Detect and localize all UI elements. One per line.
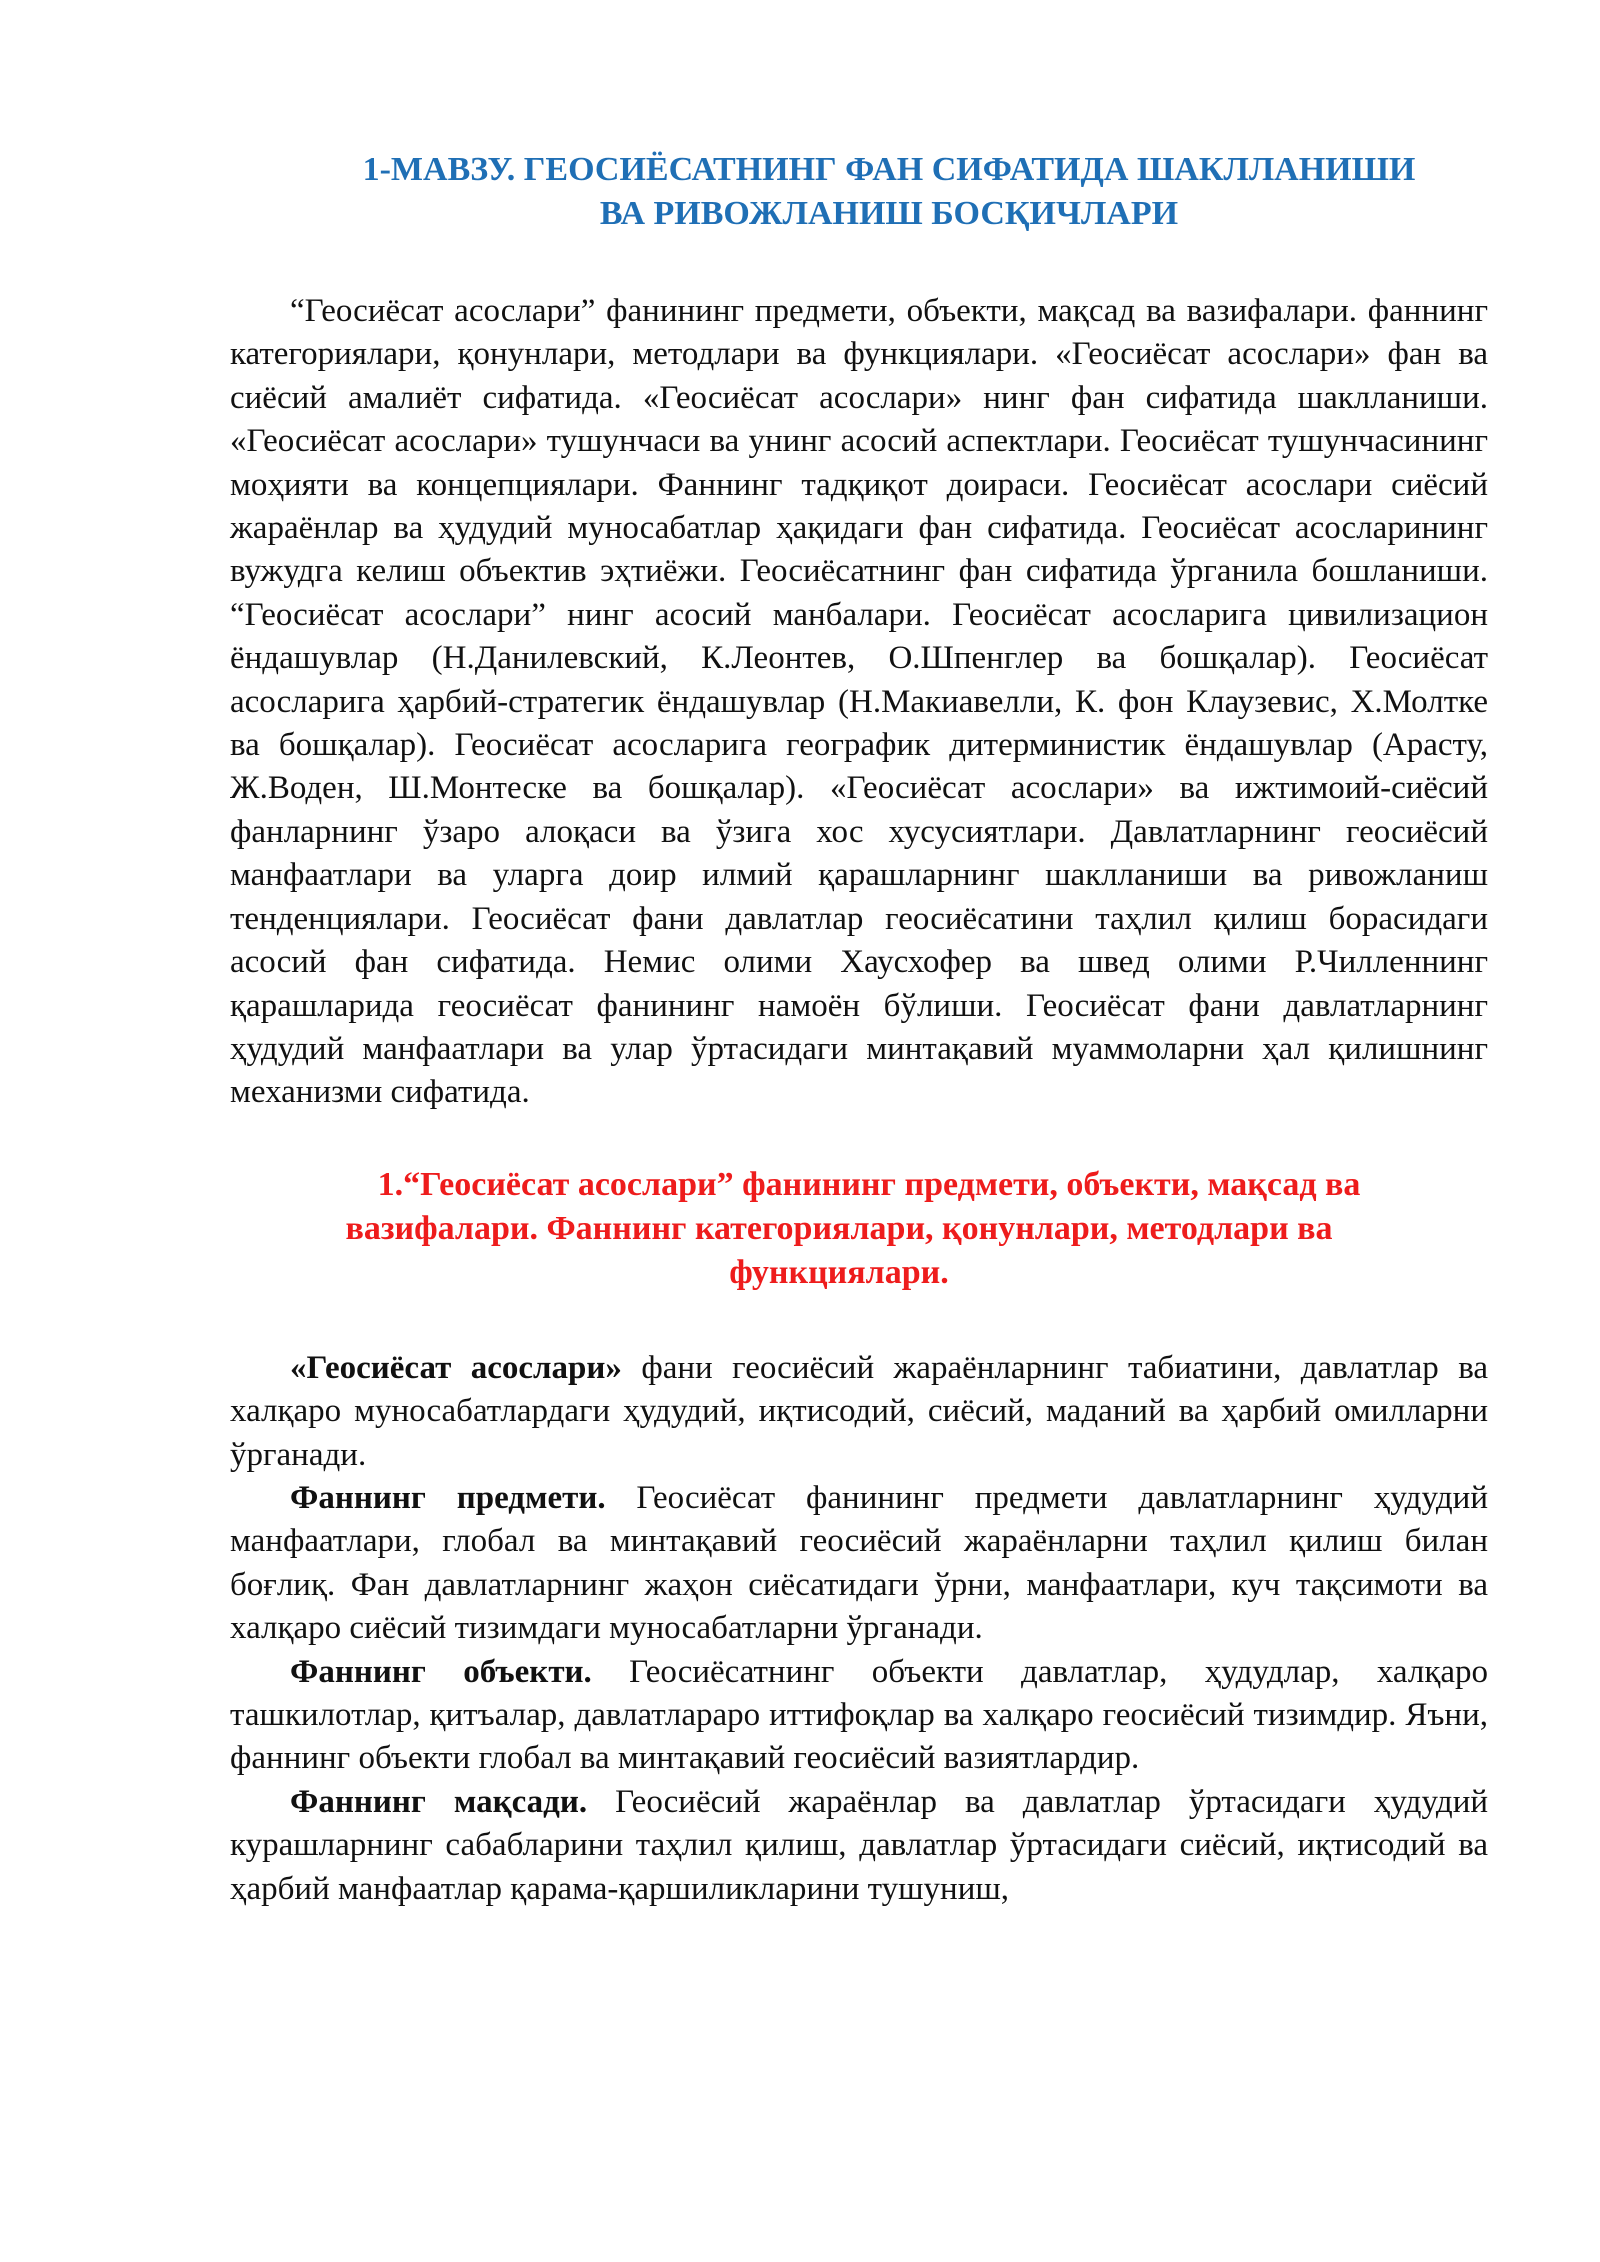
document-page <box>230 148 1488 1911</box>
paragraph-text: фани геосиёсий жараёнларнинг табиатини, давлатлар ва халқаро муносабатлардаги ҳудудий, иқтисодий, сиёсий, маданий ва ҳарбий омилларни ўрганади. <box>230 1349 1488 1473</box>
page-title <box>230 148 1488 236</box>
paragraph-text: Геосиёсат фанининг предмети давлатларнинг ҳудудий манфаатлари, глобал ва минтақавий геосиёсий жараёнларни таҳлил қилиш билан боғлиқ. Фан давлатларнинг жаҳон сиёсатидаги ўрни, манфаатлари, куч тақсимоти ва халқаро сиёсий тизимдаги муносабатларни ўрганади. <box>230 1479 1488 1647</box>
paragraph-goal <box>230 1781 1488 1911</box>
definitions-block <box>230 1347 1488 1911</box>
intro-paragraph: “Геосиёсат асослари” фанининг предмети, объекти, мақсад ва вазифалари. фаннинг категориялари, қонунлари, методлари ва функциялари. «Геосиёсат асослари» фан ва сиёсий амалиёт сифатида. «Геосиёсат асослари» нинг фан сифатида шаклланиши. «Геосиёсат асослари» тушунчаси ва унинг асосий аспектлари. Геосиёсат тушунчасининг моҳияти ва концепциялари. Фаннинг тадқиқот доираси. Геосиёсат асослари сиёсий жараёнлар ва ҳудудий муносабатлар ҳақидаги фан сифатида. Геосиёсат асосларининг вужудга келиш объектив эҳтиёжи. Геосиёсатнинг фан сифатида ўрганила бошланиши. “Геосиёсат асослари” нинг асосий манбалари. Геосиёсат асосларига цивилизацион ёндашувлар (Н.Данилевский, К.Леонтев, О.Шпенглер ва бошқалар). Геосиёсат асосларига ҳарбий-стратегик ёндашувлар (Н.Макиавелли, К. фон Клаузевис, Х.Молтке ва бошқалар). Геосиёсат асосларига географик дитерминистик ёндашувлар (Арасту, Ж.Воден, Ш.Монтеске ва бошқалар). «Геосиёсат асослари» ва ижтимоий-сиёсий фанларнинг ўзаро алоқаси ва ўзига хос хусусиятлари. Давлатларнинг геосиёсий манфаатлари ва уларга доир илмий қарашларнинг шаклланиши ва ривожланиш тенденциялари. Геосиёсат фани давлатлар геосиёсатини таҳлил қилиш борасидаги асосий фан сифатида. Немис олими Хаусхофер ва швед олими Р.Чилленнинг қарашларида геосиёсат фанининг намоён бўлиши. Геосиёсат фани давлатларнинг ҳудудий манфаатлари ва улар ўртасидаги минтақавий муаммоларни ҳал қилишнинг механизми сифатида. <box>230 293 1488 1111</box>
section-title-line-2: вазифалари. Фаннинг категориялари, қонунлари, методлари ва <box>345 1209 1333 1247</box>
paragraph-object <box>230 1651 1488 1781</box>
page-title-line-1: 1-МАВЗУ. ГЕОСИЁСАТНИНГ ФАН СИФАТИДА ШАКЛЛАНИШИ <box>362 151 1416 188</box>
paragraph-subject-overview <box>230 1347 1488 1477</box>
paragraph-text: Геосиёсатнинг объекти давлатлар, ҳудудлар, халқаро ташкилотлар, қитъалар, давлатлараро иттифоқлар ва халқаро геосиёсий тизимдир. Яъни, фаннинг объекти глобал ва минтақавий геосиёсий вазиятлардир. <box>230 1653 1489 1777</box>
paragraph-lead: «Геосиёсат асослари» <box>290 1349 622 1386</box>
paragraph-lead: Фаннинг объекти. <box>290 1653 592 1690</box>
section-title <box>230 1163 1488 1295</box>
page-title-line-2: ВА РИВОЖЛАНИШ БОСҚИЧЛАРИ <box>599 195 1179 232</box>
paragraph-lead: Фаннинг мақсади. <box>290 1783 588 1820</box>
paragraph-subject-matter <box>230 1477 1488 1651</box>
paragraph-lead: Фаннинг предмети. <box>290 1479 606 1516</box>
paragraph-text: Геосиёсий жараёнлар ва давлатлар ўртасидаги ҳудудий курашларнинг сабабларини таҳлил қилиш, давлатлар ўртасидаги сиёсий, иқтисодий ва ҳарбий манфаатлар қарама-қаршиликларини тушуниш, <box>230 1783 1489 1907</box>
section-title-line-1: 1.“Геосиёсат асослари” фанининг предмети, объекти, мақсад ва <box>377 1165 1361 1203</box>
section-title-line-3: функциялари. <box>729 1253 949 1291</box>
